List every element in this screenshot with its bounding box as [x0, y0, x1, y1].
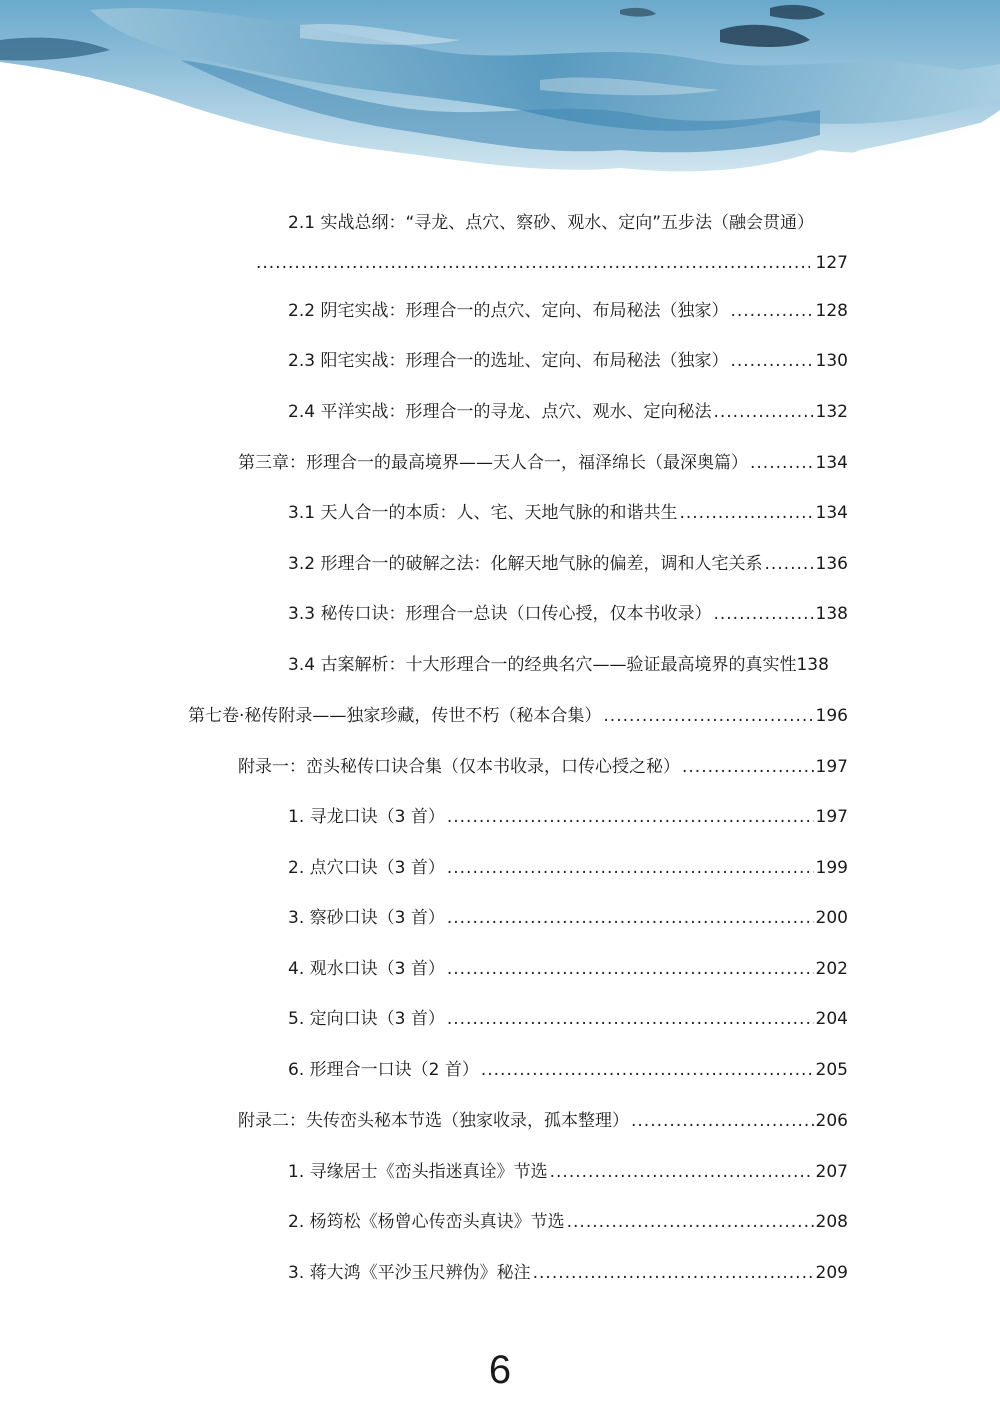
toc-appendix-1-item-3[interactable] [288, 907, 848, 929]
toc-entry-2-4[interactable] [288, 401, 848, 423]
toc-entry-title: 2.1 实战总纲：“寻龙、点穴、察砂、观水、定向”五步法（融会贯通） [288, 213, 815, 233]
toc-appendix-1-item-5[interactable] [288, 1008, 848, 1030]
dot-leader [730, 300, 813, 322]
toc-entry-page: 138 [815, 604, 848, 624]
toc-entry-page: 134 [815, 503, 848, 523]
toc-entry-3-3[interactable] [288, 603, 848, 625]
toc-entry-title: 2.4 平洋实战：形理合一的寻龙、点穴、观水、定向秘法 [288, 402, 712, 422]
toc-entry-page: 134 [815, 453, 848, 473]
dot-leader [764, 553, 813, 575]
toc-appendix-1[interactable] [238, 756, 848, 778]
toc-entry-page: 138 [796, 655, 829, 675]
toc-entry-title: 2. 点穴口诀（3 首） [288, 858, 445, 878]
toc-volume-7[interactable] [188, 705, 848, 727]
toc-entry-page: 205 [815, 1060, 848, 1080]
dot-leader [447, 958, 814, 980]
toc-entry-title: 1. 寻缘居士《峦头指迷真诠》节选 [288, 1162, 548, 1182]
toc-entry-title: 第七卷·秘传附录——独家珍藏，传世不朽（秘本合集） [188, 706, 602, 726]
dot-leader [679, 502, 813, 524]
page-number: 6 [488, 1348, 512, 1392]
toc-appendix-2-item-1[interactable] [288, 1161, 848, 1183]
dot-leader [682, 756, 814, 778]
dot-leader [256, 252, 810, 274]
toc-entry-title: 2.2 阴宅实战：形理合一的点穴、定向、布局秘法（独家） [288, 301, 729, 321]
toc-entry-title: 5. 定向口诀（3 首） [288, 1009, 445, 1029]
toc-entry-3-1[interactable] [288, 502, 848, 524]
dot-leader [631, 1110, 814, 1132]
toc-entry-page: 204 [815, 1009, 848, 1029]
dot-leader [567, 1211, 814, 1233]
toc-entry-title: 2.3 阳宅实战：形理合一的选址、定向、布局秘法（独家） [288, 351, 729, 371]
toc-entry-title: 3.2 形理合一的破解之法：化解天地气脉的偏差，调和人宅关系 [288, 554, 763, 574]
toc-entry-title: 4. 观水口诀（3 首） [288, 959, 445, 979]
toc-entry-title: 6. 形理合一口诀（2 首） [288, 1060, 479, 1080]
toc-appendix-2-item-2[interactable] [288, 1211, 848, 1233]
toc-entry-page: 132 [815, 402, 848, 422]
dot-leader [713, 603, 813, 625]
toc-entry-page: 208 [815, 1212, 848, 1232]
dot-leader [447, 806, 814, 828]
toc-entry-title: 3.1 天人合一的本质：人、宅、天地气脉的和谐共生 [288, 503, 678, 523]
dot-leader [603, 705, 813, 727]
toc-entry-page: 127 [815, 253, 848, 273]
toc-entry-title: 2. 杨筠松《杨曾心传峦头真诀》节选 [288, 1212, 565, 1232]
toc-appendix-1-item-1[interactable] [288, 806, 848, 828]
dot-leader [533, 1262, 814, 1284]
dot-leader [750, 452, 814, 474]
toc-appendix-1-item-2[interactable] [288, 857, 848, 879]
toc-appendix-1-item-6[interactable] [288, 1059, 848, 1081]
dot-leader [730, 350, 813, 372]
toc-entry-page: 196 [815, 706, 848, 726]
dot-leader [447, 857, 814, 879]
toc-entry-page: 209 [815, 1263, 848, 1283]
toc-entry-page: 130 [815, 351, 848, 371]
toc-entry-title: 3.4 古案解析：十大形理合一的经典名穴——验证最高境界的真实性 [288, 655, 797, 675]
toc-entry-page: 206 [815, 1111, 848, 1131]
toc-entry-page: 200 [815, 908, 848, 928]
toc-appendix-2-item-3[interactable] [288, 1262, 848, 1284]
dot-leader [447, 1008, 814, 1030]
toc-entry-title: 附录一：峦头秘传口诀合集（仅本书收录，口传心授之秘） [238, 757, 680, 777]
toc-entry-title: 第三章：形理合一的最高境界——天人合一，福泽绵长（最深奥篇） [238, 453, 748, 473]
toc-entry-2-2[interactable] [288, 300, 848, 322]
toc-entry-3-2[interactable] [288, 553, 848, 575]
toc-entry-2-1[interactable] [288, 212, 848, 234]
toc-entry-page: 197 [815, 807, 848, 827]
toc-entry-page: 136 [815, 554, 848, 574]
toc-entry-title: 3. 察砂口诀（3 首） [288, 908, 445, 928]
toc-entry-page: 197 [815, 757, 848, 777]
dot-leader [447, 907, 814, 929]
dot-leader [713, 401, 813, 423]
toc-entry-page: 202 [815, 959, 848, 979]
toc-entry-3-4[interactable] [288, 654, 868, 676]
toc-entry-page: 199 [815, 858, 848, 878]
toc-entry-2-3[interactable] [288, 350, 848, 372]
toc-entry-title: 3. 蒋大鸿《平沙玉尺辨伪》秘注 [288, 1263, 531, 1283]
toc-appendix-1-item-4[interactable] [288, 958, 848, 980]
dot-leader [481, 1059, 814, 1081]
toc-entry-title: 1. 寻龙口诀（3 首） [288, 807, 445, 827]
toc-chapter-3[interactable] [238, 452, 848, 474]
toc-entry-2-1-leader-line[interactable] [256, 252, 848, 274]
toc-appendix-2[interactable] [238, 1110, 848, 1132]
toc-entry-page: 128 [815, 301, 848, 321]
toc-entry-title: 附录二：失传峦头秘本节选（独家收录，孤本整理） [238, 1111, 629, 1131]
toc-entry-title: 3.3 秘传口诀：形理合一总诀（口传心授，仅本书收录） [288, 604, 712, 624]
toc-entry-page: 207 [815, 1162, 848, 1182]
dot-leader [550, 1161, 814, 1183]
